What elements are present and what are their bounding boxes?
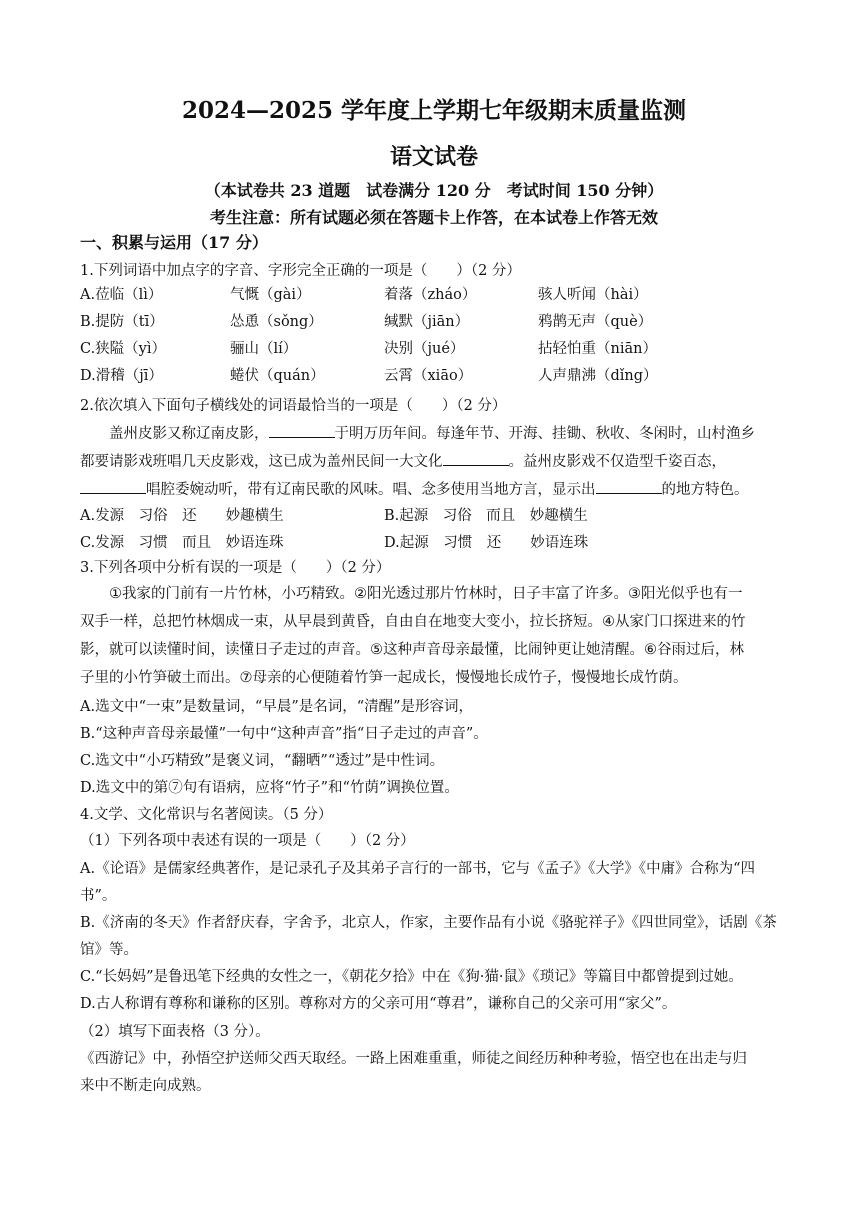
answer-blank <box>443 451 509 466</box>
q1-option: 蜷伏（quán） <box>230 368 325 384</box>
q4-option-a-cont: 书”。 <box>80 888 117 904</box>
q2-option-a: A.发源 习俗 还 妙趣横生 <box>80 508 284 524</box>
passage-line: 双手一样，总把竹林烟成一束，从早晨到黄昏，自由自在地变大变小，拉长挤短。④从家门口探进来的竹 <box>80 614 746 630</box>
q1-option: 怂恿（sǒng） <box>230 314 323 330</box>
passage-line: 盖州皮影又称辽南皮影， 于明万历年间。每逢年节、开海、挂锄、秋收、冬闲时，山村渔乡 <box>80 420 792 448</box>
exam-notice: 考生注意：所有试题必须在答题卡上作答，在本试卷上作答无效 <box>209 208 658 227</box>
answer-blank <box>80 479 146 494</box>
q4-paragraph-cont: 来中不断走向成熟。 <box>80 1078 211 1094</box>
q1-option: 骊山（lí） <box>230 341 298 357</box>
q4-stem: 4.文学、文化常识与名著阅读。（5 分） <box>80 807 333 823</box>
q3-option-d: D.选文中的第⑦句有语病，应将“竹子”和“竹荫”调换位置。 <box>80 780 459 796</box>
q3-option-b: B.“这种声音母亲最懂”一句中“这种声音”指“日子走过的声音”。 <box>80 726 488 742</box>
exam-title: 2024—2025 学年度上学期七年级期末质量监测 <box>181 97 687 124</box>
q3-option-a: A.选文中“一束”是数量词，“早晨”是名词，“清醒”是形容词， <box>80 699 474 715</box>
q3-passage <box>80 580 792 692</box>
q4-option-c: C.“长妈妈”是鲁迅笔下经典的女性之一，《朝花夕拾》中在《狗·猫·鼠》《琐记》等篇目中都曾提到过她。 <box>80 969 743 985</box>
q1-option: A.莅临（lì） <box>80 287 163 303</box>
q2-option-c: C.发源 习惯 而且 妙语连珠 <box>80 535 284 551</box>
q3-option-c: C.选文中“小巧精致”是褒义词，“翻晒”“透过”是中性词。 <box>80 753 445 769</box>
q1-stem: 1.下列词语中加点字的字音、字形完全正确的一项是（ ）（2 分） <box>80 263 521 279</box>
q1-option: 决别（jué） <box>384 341 465 357</box>
passage-line: 都要请影戏班唱几天皮影戏，这已成为盖州民间一大文化 。益州皮影戏不仅造型千姿百态， <box>80 448 792 476</box>
q1-option: 气慨（gài） <box>230 287 311 303</box>
q4-sub1-stem: （1）下列各项中表述有误的一项是（ ）（2 分） <box>80 833 415 849</box>
q1-option: C.狭隘（yì） <box>80 341 167 357</box>
q4-option-b-cont: 馆》等。 <box>80 942 138 958</box>
answer-blank <box>596 479 662 494</box>
q4-option-b: B.《济南的冬天》作者舒庆春，字舍予，北京人，作家，主要作品有小说《骆驼祥子》《四世同堂》，话剧《茶 <box>80 915 777 931</box>
q1-option: 着落（zháo） <box>384 287 477 303</box>
q4-paragraph: 《西游记》中，孙悟空护送师父西天取经。一路上困难重重，师徒之间经历种种考验，悟空也在出走与归 <box>80 1051 747 1067</box>
q2-option-b: B.起源 习俗 而且 妙趣横生 <box>384 508 588 524</box>
exam-info: （本试卷共 23 道题 试卷满分 120 分 考试时间 150 分钟） <box>204 181 664 200</box>
q1-option: 骇人听闻（hài） <box>538 287 648 303</box>
answer-blank <box>269 423 335 438</box>
q3-stem: 3.下列各项中分析有误的一项是（ ）（2 分） <box>80 560 391 576</box>
exam-subject: 语文试卷 <box>389 144 478 170</box>
q1-option: 鸦鹊无声（què） <box>538 314 653 330</box>
q1-option: 缄默（jiān） <box>384 314 470 330</box>
passage-line: 唱腔委婉动听，带有辽南民歌的风味。唱、念多使用当地方言，显示出 的地方特色。 <box>80 476 792 504</box>
q4-sub2-stem: （2）填写下面表格（3 分）。 <box>80 1024 270 1040</box>
passage-line: 影，就可以读懂时间，读懂日子走过的声音。⑤这种声音母亲最懂，比闹钟更让她清醒。⑥谷雨过后，林 <box>80 642 744 658</box>
q1-option: B.提防（tī） <box>80 314 164 330</box>
q2-passage <box>80 420 792 504</box>
section-heading: 一、积累与运用（17 分） <box>80 233 268 252</box>
q2-stem: 2.依次填入下面句子横线处的词语最恰当的一项是（ ）（2 分） <box>80 398 507 414</box>
q4-option-a: A.《论语》是儒家经典著作，是记录孔子及其弟子言行的一部书，它与《孟子》《大学》《中庸》合称为“四 <box>80 861 755 877</box>
q2-option-d: D.起源 习惯 还 妙语连珠 <box>384 535 589 551</box>
q1-option: 拈轻怕重（niān） <box>538 341 657 357</box>
q1-option: 人声鼎沸（dǐng） <box>538 368 658 384</box>
q1-option: D.滑稽（jī） <box>80 368 163 384</box>
passage-line: 子里的小竹笋破土而出。⑦母亲的心便随着竹笋一起成长，慢慢地长成竹子，慢慢地长成竹荫。 <box>80 670 688 686</box>
q1-option: 云霄（xiāo） <box>384 368 473 384</box>
passage-line: ①我家的门前有一片竹林，小巧精致。②阳光透过那片竹林时，日子丰富了许多。③阳光似乎也有一 <box>80 586 743 602</box>
q4-option-d: D.古人称谓有尊称和谦称的区别。尊称对方的父亲可用“尊君”，谦称自己的父亲可用“家父”。 <box>80 996 677 1012</box>
